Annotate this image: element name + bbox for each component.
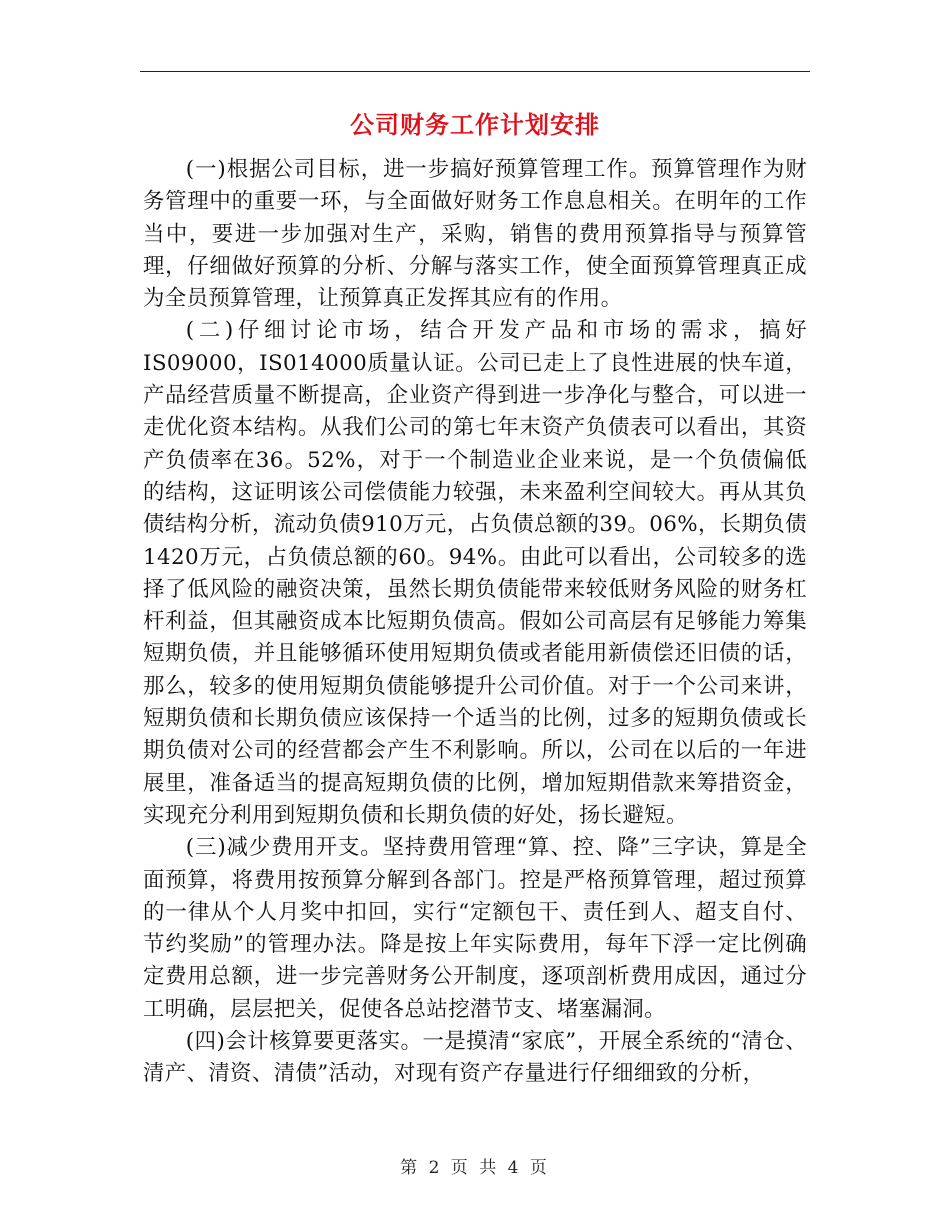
paragraph-4: (四)会计核算要更落实。一是摸清“家底”，开展全系统的“清仓、清产、清资、清债”活动，对现有资产存量进行仔细细致的分析， <box>143 1029 807 1087</box>
page-footer: 第 2 页 共 4 页 <box>400 1158 550 1178</box>
document-body <box>143 154 807 1091</box>
document-title: 公司财务工作计划安排 <box>350 110 600 139</box>
paragraph-2: (二)仔细讨论市场，结合开发产品和市场的需求，搞好IS09000，IS014000质量认证。公司已走上了良性进展的快车道，产品经营质量不断提高，企业资产得到进一步净化与整合，可以进一走优化资本结构。从我们公司的第七年末资产负债表可以看出，其资产负债率在36。52%，对于一个制造业企业来说，是一个负债偏低的结构，这证明该公司偿债能力较强，未来盈利空间较大。再从其负债结构分析，流动负债910万元，占负债总额的39。06%，长期负债1420万元，占负债总额的60。94%。由此可以看出，公司较多的选择了低风险的融资决策，虽然长期负债能带来较低财务风险的财务杠杆利益，但其融资成本比短期负债高。假如公司高层有足够能力筹集短期负债，并且能够循环使用短期负债或者能用新债偿还旧债的话，那么，较多的使用短期负债能够提升公司价值。对于一个公司来讲，短期负债和长期负债应该保持一个适当的比例，过多的短期负债或长期负债对公司的经营都会产生不利影响。所以，公司在以后的一年进展里，准备适当的提高短期负债的比例，增加短期借款来筹措资金，实现充分利用到短期负债和长期负债的好处，扬长避短。 <box>143 318 807 828</box>
paragraph-1: (一)根据公司目标，进一步搞好预算管理工作。预算管理作为财务管理中的重要一环，与全面做好财务工作息息相关。在明年的工作当中，要进一步加强对生产，采购，销售的费用预算指导与预算管理，仔细做好预算的分析、分解与落实工作，使全面预算管理真正成为全员预算管理，让预算真正发挥其应有的作用。 <box>143 157 807 312</box>
header-rule <box>140 71 810 72</box>
paragraph-3: (三)减少费用开支。坚持费用管理“算、控、降”三字诀，算是全面预算，将费用按预算分解到各部门。控是严格预算管理，超过预算的一律从个人月奖中扣回，实行“定额包干、责任到人、超支自付、节约奖励”的管理办法。降是按上年实际费用，每年下浮一定比例确定费用总额，进一步完善财务公开制度，逐项剖析费用成因，通过分工明确，层层把关，促使各总站挖潜节支、堵塞漏洞。 <box>143 835 807 1022</box>
